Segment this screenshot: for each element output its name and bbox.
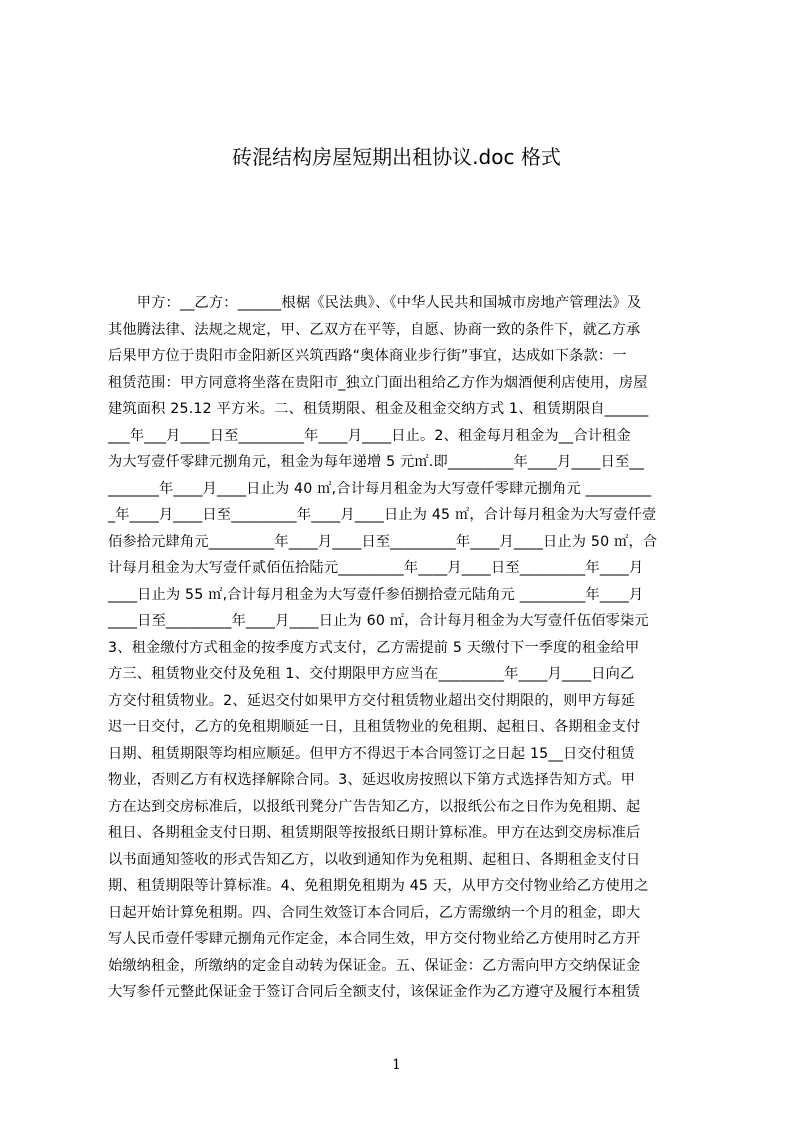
body-line: 租日、各期租金支付日期、租赁期限等按报纸日期计算标准。甲方在达到交房标准后	[108, 825, 641, 841]
body-line: 甲方：__乙方：______根椐《民法典》、《中华人民共和国城市房地产管理法》及	[108, 295, 642, 311]
body-line: 方交付租赁物业。2、延迟交付如果甲方交付租赁物业超出交付期限的，则甲方每延	[108, 692, 636, 709]
body-line: ____日至_________年____月____日止为 60 ㎡，合计每月租金为大写壹仟伍佰零柒元	[108, 613, 649, 629]
body-line: 佰参拾元肆角元_________年____月____日至_________年____月____日止为 50 ㎡，合	[108, 533, 658, 550]
page-number: 1	[392, 1057, 401, 1073]
body-line: 后果甲方位于贵阳市金阳新区兴筑西路“奥体商业步行街”事宜，达成如下条款：一	[108, 348, 627, 364]
body-line: 3、租金缴付方式租金的按季度方式支付，乙方需提前 5 天缴付下一季度的租金给甲	[108, 639, 640, 656]
body-line: 方三、租赁物业交付及免租 1、交付期限甲方应当在_________年____月____日向乙	[108, 666, 635, 682]
body-line: 以书面通知签收的形式告知乙方，以收到通知作为免租期、起租日、各期租金支付日	[108, 851, 641, 868]
body-line: _______年____月____日止为 40 ㎡,合计每月租金为大写壹仟零肆元捌角元 _________	[108, 480, 652, 497]
body-line: 始缴纳租金，所缴纳的定金自动转为保证金。五、保证金：乙方需向甲方交纳保证金	[108, 957, 641, 974]
body-line: _年____月____日至_________年____月____日止为 45 ㎡，合计每月租金为大写壹仟壹	[108, 507, 657, 523]
body-line: 物业，否则乙方有权选择解除合同。3、延迟收房按照以下第方式选择告知方式。甲	[108, 772, 636, 788]
body-line: 租赁范围：甲方同意将坐落在贵阳市_独立门面出租给乙方作为烟酒便利店使用，房屋	[108, 374, 648, 391]
document-body	[108, 290, 698, 1000]
body-line: 建筑面积 25.12 平方米。二、租赁期限、租金及租金交纳方式 1、租赁期限自______	[108, 401, 649, 417]
body-line: ____日止为 55 ㎡,合计每月租金为大写壹仟参佰捌拾壹元陆角元 _________年____月	[108, 586, 644, 603]
body-line: 日起开始计算免租期。四、合同生效签订本合同后，乙方需缴纳一个月的租金，即大	[108, 904, 641, 921]
body-line: ___年___月____日至_________年____月____日止。2、租金每月租金为__合计租金	[108, 427, 631, 444]
body-line: 日期、租赁期限等均相应顺延。但甲方不得迟于本合同签订之日起 15__日交付租赁	[108, 745, 635, 762]
document-title: 砖混结构房屋短期出租协议.doc 格式	[232, 145, 561, 169]
body-line: 迟一日交付，乙方的免租期顺延一日，且租赁物业的免租期、起租日、各期租金支付	[108, 719, 641, 735]
body-line: 计每月租金为大写壹仟贰佰伍拾陆元_________年____月____日至_________年____月	[108, 560, 644, 576]
body-line: 大写参仟元整此保证金于签订合同后全额支付，该保证金作为乙方遵守及履行本租赁	[108, 984, 641, 1000]
body-line: 其他腾法律、法规之规定，甲、乙双方在平等，自愿、协商一致的条件下，就乙方承	[108, 321, 641, 338]
body-line: 写人民币壹仟零肆元捌角元作定金，本合同生效，甲方交付物业给乙方使用时乙方开	[108, 931, 641, 947]
body-line: 期、租赁期限等计算标准。4、免租期免租期为 45 天，从甲方交付物业给乙方使用之	[108, 878, 649, 894]
body-line: 方在达到交房标准后，以报纸刊凳分广告告知乙方，以报纸公布之日作为免租期、起	[108, 798, 641, 815]
body-line: 为大写壹仟零肆元捌角元，租金为每年递增 5 元㎡.即_________年____月____日至__	[108, 454, 645, 470]
